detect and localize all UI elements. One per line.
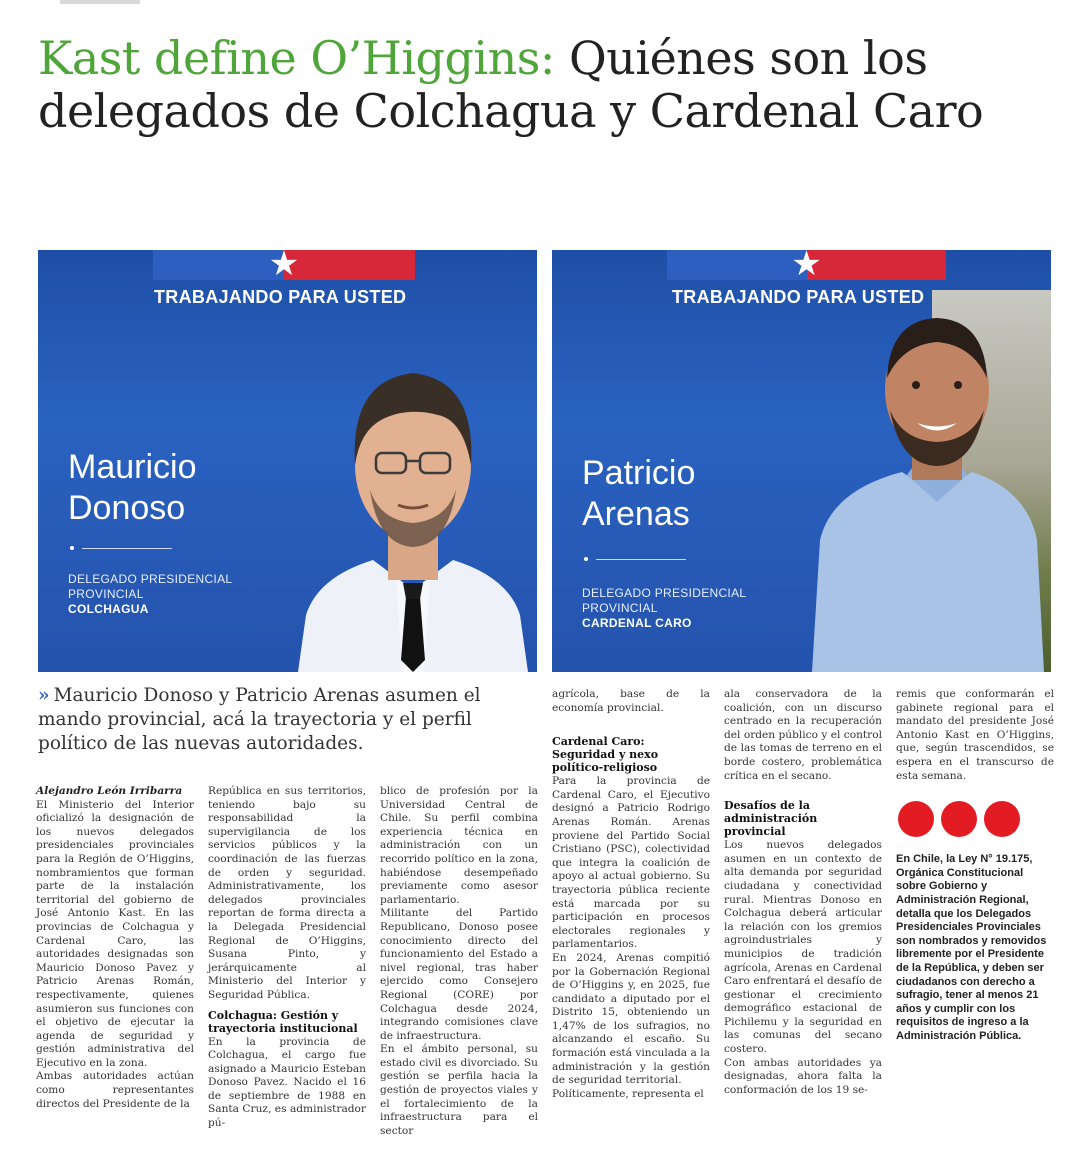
- star-icon: ★: [268, 250, 300, 284]
- article-column-4: [552, 688, 710, 1101]
- divider-dot: [584, 557, 588, 561]
- star-icon: ★: [791, 250, 822, 284]
- sidebar-note: En Chile, la Ley N° 19.175, Orgánica Constitucional sobre Gobierno y Administración Regional, detalla que los Delegados Presidenciales Provinciales son nombrados y removidos libremente por el Presidente de la República, y deben ser ciudadanos con derecho a sufragio, tener al menos 21 años y cumplir con los requisitos de ingreso a la Administración Pública.: [896, 853, 1047, 1042]
- article-standfirst: » Mauricio Donoso y Patricio Arenas asumen el mando provincial, acá la trayectoria y el perfil político de las nuevas autoridades.: [38, 685, 481, 754]
- red-dot-icon: [984, 801, 1020, 837]
- article-column-5: [724, 688, 882, 1097]
- paragraph: En 2024, Arenas compitió por la Gobernación Regional de O’Higgins y, en 2025, fue candidato a diputado por el Distrito 15, obteniendo un 1,47% de los sufragios, no alcanzando el escaño. Su formación está vinculada a la administración y la gestión de seguridad territorial.: [552, 951, 710, 1087]
- paragraph: El Ministerio del Interior oficializó la designación de los nuevos delegados presidenciales provinciales para la Región de O’Higgins, nombramientos que forman parte de la instalación territorial del gobierno de José Antonio Kast. En las provincias de Colchagua y Cardenal Caro, las autoridades designadas son Mauricio Donoso Pavez y Patricio Arenas Román, respectivamente, quienes asumieron sus funciones con el objetivo de ejecutar la agenda de seguridad y gestión administrativa del Ejecutivo en la zona.: [36, 798, 194, 1069]
- section-heading: Colchagua: Gestión y trayectoria institucional: [208, 1008, 358, 1035]
- chile-flag-banner: [667, 250, 946, 284]
- section-heading: Cardenal Caro: Seguridad y nexo político-religioso: [552, 735, 659, 775]
- paragraph: agrícola, base de la economía provincial.: [552, 688, 710, 714]
- article-column-6: [896, 688, 1054, 1043]
- headline-title: Quiénes son los delegados de Colchagua y Cardenal Caro: [38, 31, 984, 138]
- article-column-3: [380, 785, 538, 1138]
- article-column-1: [36, 785, 194, 1111]
- paragraph: República en sus territorios, teniendo bajo su responsabilidad la supervigilancia de los servicios públicos y la coordinación de las fuerzas de orden y seguridad. Administrativamente, los delegados provinciales reportan de forma directa a la Delegada Presidencial Regional de O’Higgins, Susana Pinto, y jerárquicamente al Ministerio del Interior y Seguridad Pública.: [208, 785, 366, 1001]
- paragraph: remis que conformarán el gabinete regional para el mandato del presidente José Antonio Kast en O’Higgins, que, según trascendidos, se espera en el transcurso de esta semana.: [896, 688, 1054, 782]
- paragraph: Ambas autoridades actúan como representantes directos del Presidente de la: [36, 1070, 194, 1110]
- campaign-slogan: TRABAJANDO PARA USTED: [672, 287, 925, 307]
- divider: [82, 548, 172, 549]
- headline: [38, 32, 1048, 138]
- paragraph: En el ámbito personal, su estado civil es divorciado. Su gestión se perfila hacia la gestión de proyectos viales y el fortalecimiento de la infraestructura para el sector: [380, 1043, 538, 1137]
- paragraph: ala conservadora de la coalición, con un discurso centrado en la recuperación del orden público y el control de las tomas de terreno en el borde costero, problemática crítica en el secano.: [724, 688, 882, 782]
- divider: [596, 559, 686, 560]
- chevron-quote-icon: »: [38, 685, 50, 706]
- person-role: DELEGADO PRESIDENCIAL PROVINCIAL CARDENAL CARO: [582, 586, 747, 630]
- photo-patricio-arenas: [552, 250, 1051, 672]
- article-column-2: [208, 785, 366, 1131]
- paragraph: Los nuevos delegados asumen en un contexto de alta demanda por seguridad ciudadana y conectividad rural. Mientras Donoso en Colchagua deberá articular la relación con los gremios agroindustriales y municipios de tradición agrícola, Arenas en Cardenal Caro enfrentará el desafío de gestionar el crecimiento demográfico estacional de Pichilemu y la seguridad en las comunas del secano costero.: [724, 839, 882, 1056]
- top-rule: [60, 0, 140, 4]
- paragraph: Militante del Partido Republicano, Donoso posee conocimiento directo del funcionamiento del Estado a nivel regional, tras haber ejercido como Consejero Regional (CORE) por Colchagua desde 2024, integrando comisiones clave de infraestructura.: [380, 907, 538, 1042]
- divider-dot: [70, 546, 74, 550]
- red-dot-icon: [941, 801, 977, 837]
- headline-kicker: Kast define O’Higgins:: [38, 31, 555, 85]
- paragraph: Con ambas autoridades ya designadas, ahora falta la conformación de los 19 se-: [724, 1056, 882, 1096]
- red-dots-decoration: [898, 801, 1054, 837]
- byline: Alejandro León Irribarra: [36, 785, 183, 797]
- red-dot-icon: [898, 801, 934, 837]
- person-name: Patricio Arenas: [582, 454, 696, 533]
- paragraph: Para la provincia de Cardenal Caro, el Ejecutivo designó a Patricio Rodrigo Arenas Román. Arenas proviene del Partido Social Cristiano (PSC), colectividad que integra la coalición de apoyo al actual gobierno. Su trayectoria pública reciente está marcada por su participación en procesos electorales regionales y parlamentarios.: [552, 775, 710, 951]
- chile-flag-banner: [153, 250, 415, 284]
- person-role: DELEGADO PRESIDENCIAL PROVINCIAL COLCHAGUA: [68, 572, 233, 616]
- paragraph: En la provincia de Colchagua, el cargo fue asignado a Mauricio Esteban Donoso Pavez. Nacido el 16 de septiembre de 1988 en Santa Cruz, es administrador pú-: [208, 1035, 366, 1130]
- paragraph: Políticamente, representa el: [552, 1087, 704, 1100]
- section-heading: Desafíos de la administración provincial: [724, 799, 818, 839]
- portrait-man-smiling: [812, 290, 1051, 672]
- campaign-slogan: TRABAJANDO PARA USTED: [154, 287, 407, 307]
- paragraph: blico de profesión por la Universidad Central de Chile. Su perfil combina experiencia técnica en administración con un recorrido político en la zona, habiéndose desempeñado previamente como asesor parlamentario.: [380, 785, 538, 906]
- person-name: Mauricio Donoso: [68, 448, 197, 527]
- photo-mauricio-donoso: [38, 250, 537, 672]
- portrait-man-glasses: [288, 315, 537, 672]
